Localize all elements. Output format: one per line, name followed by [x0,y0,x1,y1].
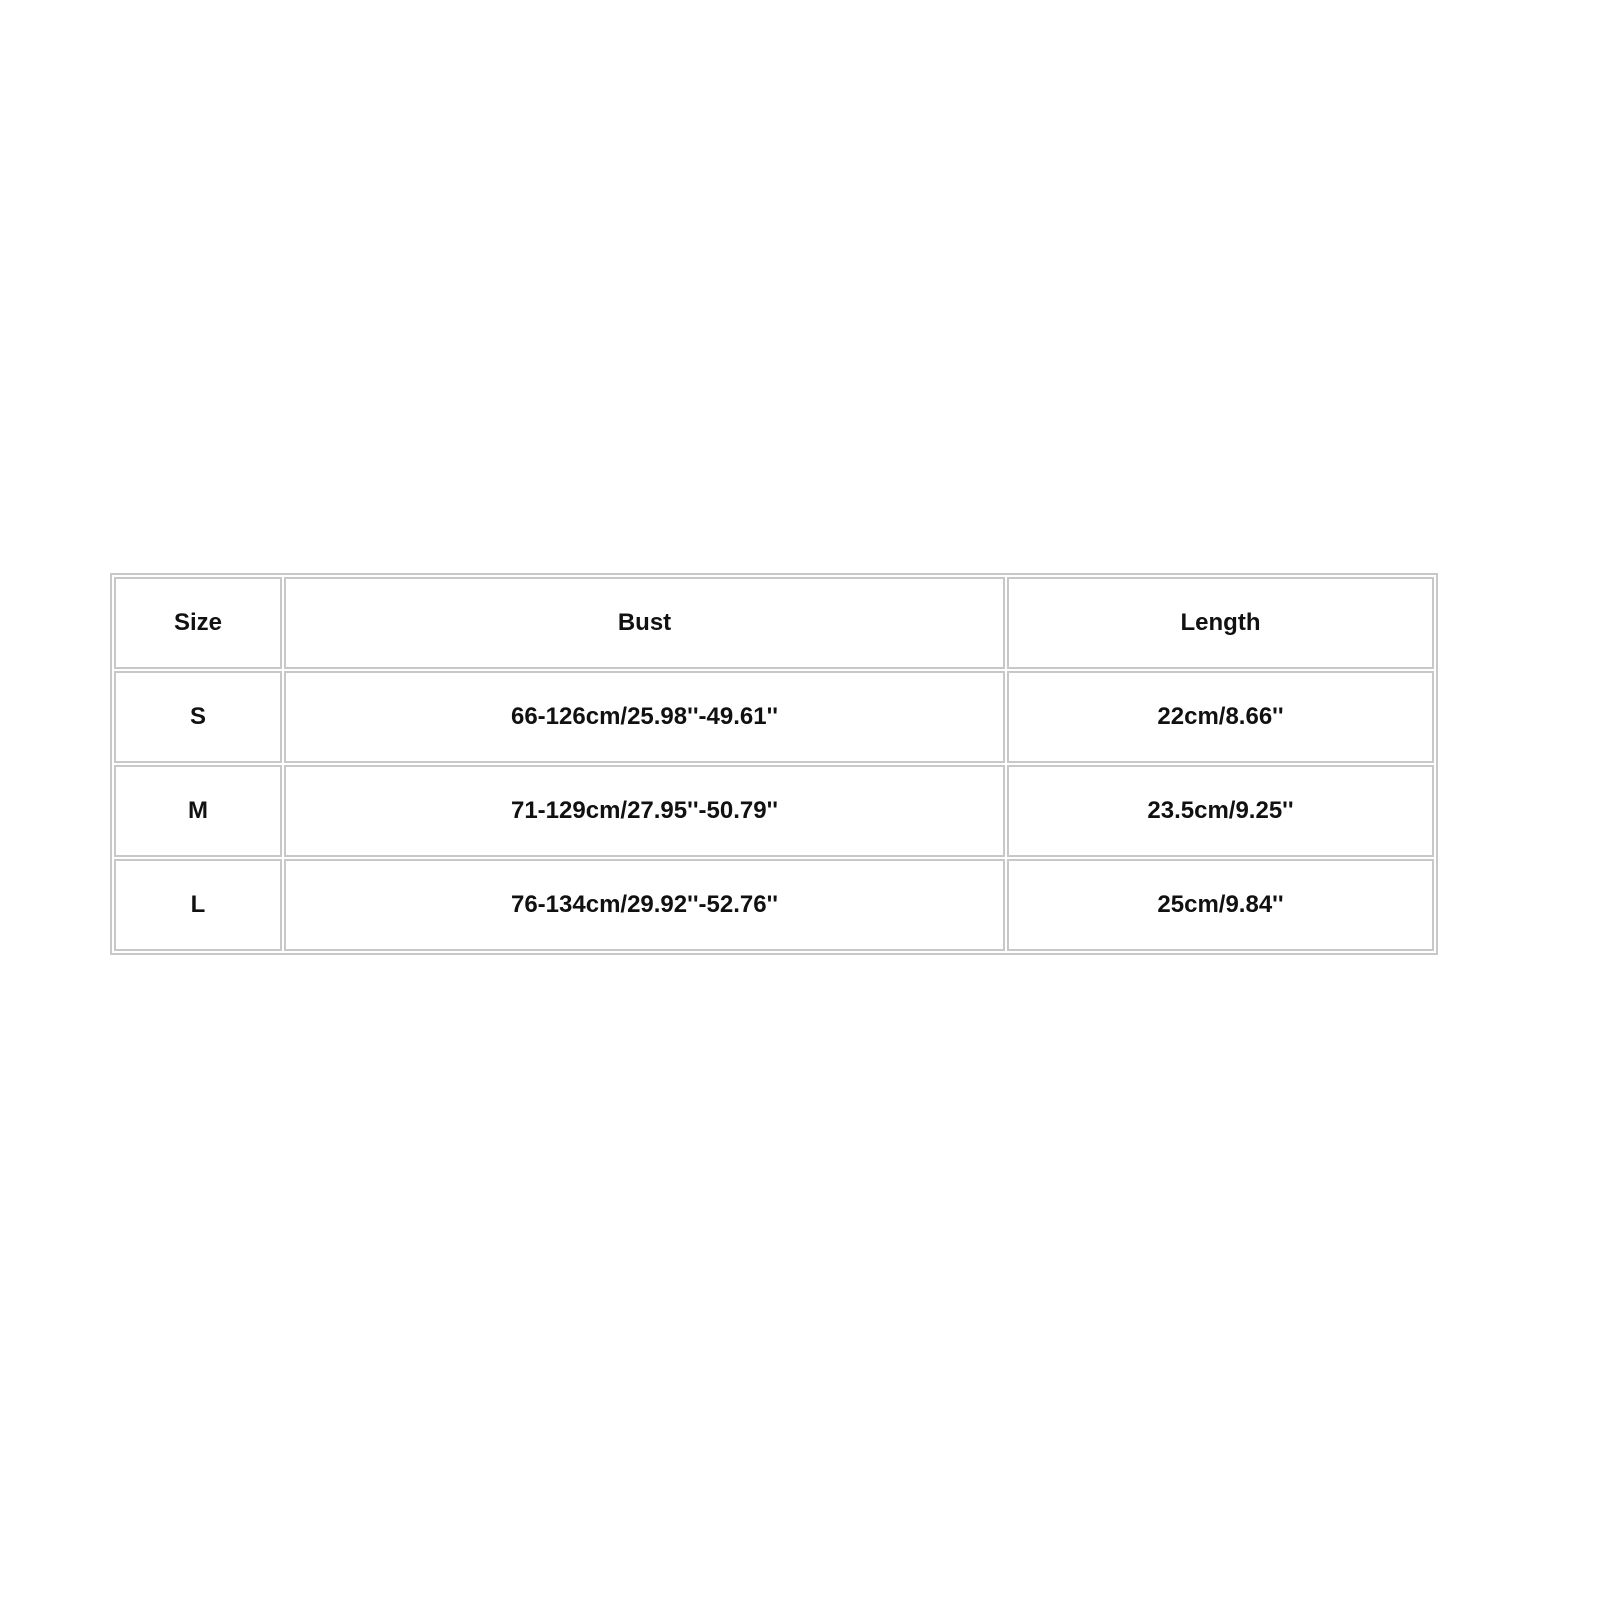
table-row [114,765,1434,857]
header-bust: Bust [284,577,1005,669]
size-chart-table [110,573,1438,955]
size-cell: S [114,671,282,763]
bust-cell: 76-134cm/29.92''-52.76'' [284,859,1005,951]
bust-cell: 66-126cm/25.98''-49.61'' [284,671,1005,763]
header-size: Size [114,577,282,669]
table-row [114,859,1434,951]
length-cell: 23.5cm/9.25'' [1007,765,1434,857]
table-header-row [114,577,1434,669]
header-length: Length [1007,577,1434,669]
size-cell: M [114,765,282,857]
table-row [114,671,1434,763]
bust-cell: 71-129cm/27.95''-50.79'' [284,765,1005,857]
length-cell: 22cm/8.66'' [1007,671,1434,763]
length-cell: 25cm/9.84'' [1007,859,1434,951]
size-cell: L [114,859,282,951]
